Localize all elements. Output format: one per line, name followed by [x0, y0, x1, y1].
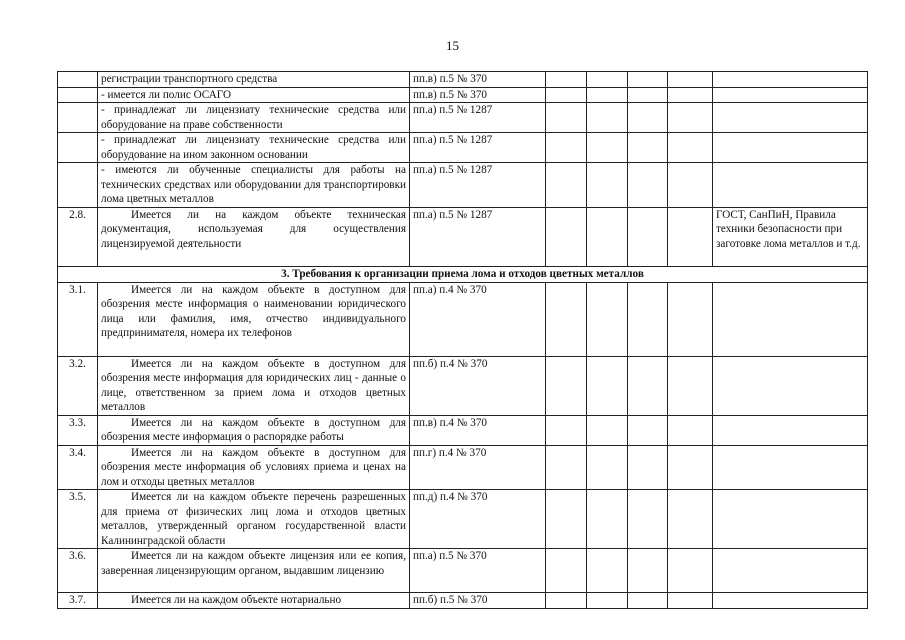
item-number: 3.6. — [58, 549, 98, 593]
item-number — [58, 87, 98, 103]
note-cell: ГОСТ, СанПиН, Правила техники безопасности при заготовке лома металлов и т.д. — [713, 207, 868, 266]
answer-cell — [546, 282, 587, 356]
question-text: Имеется ли на каждом объекте нотариально — [98, 593, 410, 609]
item-number — [58, 163, 98, 208]
answer-cell — [628, 133, 668, 163]
legal-reference: пп.в) п.5 № 370 — [410, 87, 546, 103]
answer-cell — [546, 445, 587, 490]
inspection-table — [57, 71, 868, 609]
item-number: 3.5. — [58, 490, 98, 549]
answer-cell — [668, 549, 713, 593]
note-cell — [713, 72, 868, 88]
answer-cell — [546, 415, 587, 445]
question-text: - принадлежат ли лицензиату технические средства или оборудование на ином законном основании — [98, 133, 410, 163]
item-number: 3.2. — [58, 356, 98, 415]
answer-cell — [587, 356, 628, 415]
table-row — [58, 103, 868, 133]
answer-cell — [587, 72, 628, 88]
question-text: - принадлежат ли лицензиату технические средства или оборудование на праве собственности — [98, 103, 410, 133]
note-cell — [713, 133, 868, 163]
question-text: Имеется ли на каждом объекте в доступном для обозрения месте информация о наименовании юридического лица или фамилия, имя, отчество индивидуального предпринимателя, номера их телефонов — [98, 282, 410, 356]
legal-reference: пп.б) п.5 № 370 — [410, 593, 546, 609]
table-row — [58, 593, 868, 609]
answer-cell — [668, 72, 713, 88]
question-text: регистрации транспортного средства — [98, 72, 410, 88]
legal-reference: пп.а) п.5 № 1287 — [410, 103, 546, 133]
item-number: 3.3. — [58, 415, 98, 445]
answer-cell — [587, 133, 628, 163]
question-text: Имеется ли на каждом объекте в доступном для обозрения месте информация об условиях приема и ценах на лом и отходы цветных металлов — [98, 445, 410, 490]
answer-cell — [628, 72, 668, 88]
answer-cell — [668, 163, 713, 208]
table-row — [58, 163, 868, 208]
answer-cell — [587, 282, 628, 356]
question-text: Имеется ли на каждом объекте в доступном для обозрения месте информация о распорядке работы — [98, 415, 410, 445]
table-row — [58, 87, 868, 103]
answer-cell — [587, 549, 628, 593]
answer-cell — [668, 282, 713, 356]
note-cell — [713, 282, 868, 356]
answer-cell — [628, 356, 668, 415]
answer-cell — [546, 72, 587, 88]
answer-cell — [628, 87, 668, 103]
answer-cell — [546, 593, 587, 609]
answer-cell — [546, 207, 587, 266]
answer-cell — [668, 415, 713, 445]
legal-reference: пп.а) п.5 № 370 — [410, 549, 546, 593]
answer-cell — [546, 549, 587, 593]
table-row — [58, 282, 868, 356]
table-row — [58, 490, 868, 549]
question-text: Имеется ли на каждом объекте техническая документация, используемая для осуществления лицензируемой деятельности — [98, 207, 410, 266]
answer-cell — [587, 593, 628, 609]
legal-reference: пп.б) п.4 № 370 — [410, 356, 546, 415]
page-number: 15 — [446, 38, 459, 53]
answer-cell — [668, 87, 713, 103]
answer-cell — [587, 87, 628, 103]
legal-reference: пп.а) п.4 № 370 — [410, 282, 546, 356]
note-cell — [713, 163, 868, 208]
table-row — [58, 356, 868, 415]
table-row — [58, 415, 868, 445]
answer-cell — [668, 593, 713, 609]
answer-cell — [546, 490, 587, 549]
answer-cell — [587, 207, 628, 266]
table-row — [58, 207, 868, 266]
answer-cell — [587, 163, 628, 208]
note-cell — [713, 490, 868, 549]
answer-cell — [668, 445, 713, 490]
answer-cell — [628, 593, 668, 609]
answer-cell — [668, 490, 713, 549]
item-number — [58, 133, 98, 163]
note-cell — [713, 445, 868, 490]
answer-cell — [628, 282, 668, 356]
answer-cell — [546, 356, 587, 415]
answer-cell — [628, 163, 668, 208]
answer-cell — [546, 87, 587, 103]
item-number: 3.4. — [58, 445, 98, 490]
answer-cell — [628, 415, 668, 445]
answer-cell — [546, 133, 587, 163]
item-number: 2.8. — [58, 207, 98, 266]
question-text: Имеется ли на каждом объекте лицензия или ее копия, заверенная лицензирующим органом, выдавшим лицензию — [98, 549, 410, 593]
answer-cell — [587, 415, 628, 445]
note-cell — [713, 549, 868, 593]
table-row — [58, 72, 868, 88]
answer-cell — [587, 490, 628, 549]
note-cell — [713, 415, 868, 445]
legal-reference: пп.а) п.5 № 1287 — [410, 133, 546, 163]
answer-cell — [628, 490, 668, 549]
legal-reference: пп.д) п.4 № 370 — [410, 490, 546, 549]
note-cell — [713, 356, 868, 415]
question-text: Имеется ли на каждом объекте в доступном для обозрения месте информация для юридических лиц - данные о лице, ответственном за прием лома и отходов цветных металлов — [98, 356, 410, 415]
legal-reference: пп.а) п.5 № 1287 — [410, 163, 546, 208]
answer-cell — [668, 207, 713, 266]
section-title: 3. Требования к организации приема лома и отходов цветных металлов — [58, 266, 868, 282]
answer-cell — [668, 133, 713, 163]
question-text: Имеется ли на каждом объекте перечень разрешенных для приема от физических лиц лома и отходов цветных металлов, утвержденный органом государственной власти Калининградской области — [98, 490, 410, 549]
answer-cell — [628, 103, 668, 133]
question-text: - имеются ли обученные специалисты для работы на технических средствах или оборудовании для транспортировки лома цветных металлов — [98, 163, 410, 208]
item-number — [58, 103, 98, 133]
item-number: 3.7. — [58, 593, 98, 609]
legal-reference: пп.г) п.4 № 370 — [410, 445, 546, 490]
question-text: - имеется ли полис ОСАГО — [98, 87, 410, 103]
answer-cell — [628, 549, 668, 593]
answer-cell — [546, 103, 587, 133]
legal-reference: пп.а) п.5 № 1287 — [410, 207, 546, 266]
note-cell — [713, 103, 868, 133]
answer-cell — [628, 207, 668, 266]
answer-cell — [668, 356, 713, 415]
table-row — [58, 133, 868, 163]
note-cell — [713, 87, 868, 103]
table-row — [58, 445, 868, 490]
answer-cell — [587, 445, 628, 490]
answer-cell — [546, 163, 587, 208]
note-cell — [713, 593, 868, 609]
section-header-row — [58, 266, 868, 282]
table-row — [58, 549, 868, 593]
item-number: 3.1. — [58, 282, 98, 356]
answer-cell — [587, 103, 628, 133]
answer-cell — [668, 103, 713, 133]
answer-cell — [628, 445, 668, 490]
legal-reference: пп.в) п.4 № 370 — [410, 415, 546, 445]
item-number — [58, 72, 98, 88]
legal-reference: пп.в) п.5 № 370 — [410, 72, 546, 88]
